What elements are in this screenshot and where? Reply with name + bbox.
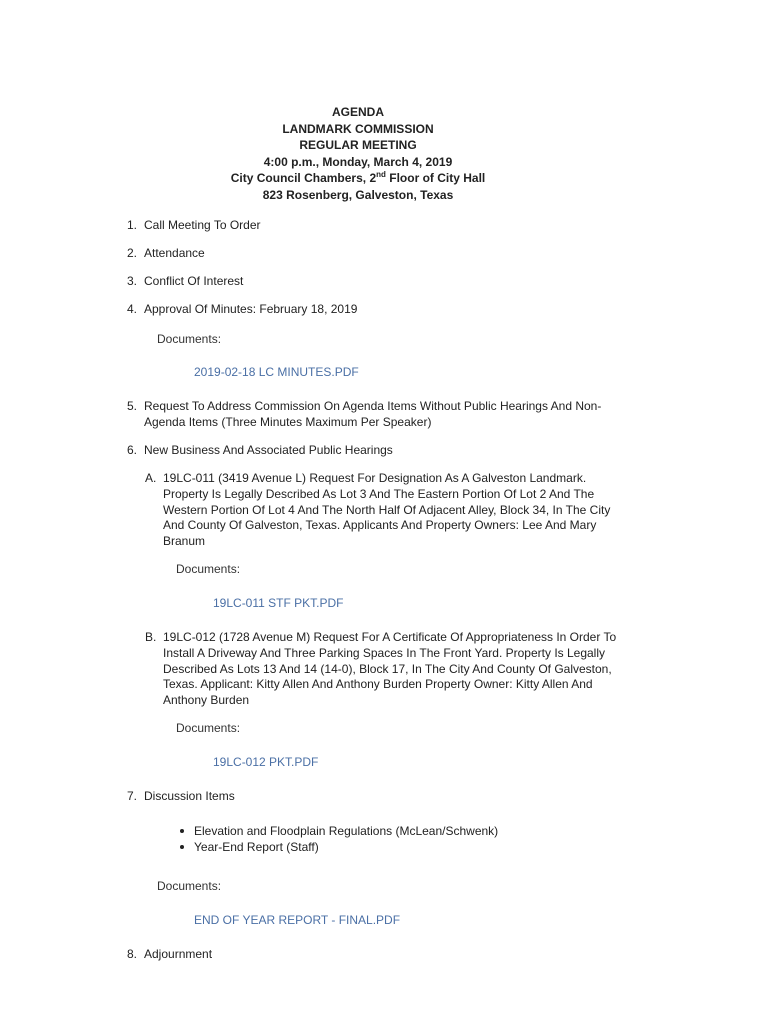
documents-label: Documents: <box>157 332 222 346</box>
document-link-minutes[interactable]: 2019-02-18 LC MINUTES.PDF <box>194 365 359 379</box>
discussion-bullet-list <box>178 823 498 855</box>
document-link-19lc-012[interactable]: 19LC-012 PKT.PDF <box>213 755 319 769</box>
documents-label: Documents: <box>157 879 222 893</box>
document-link-19lc-011[interactable]: 19LC-011 STF PKT.PDF <box>213 596 344 610</box>
list-item: Elevation and Floodplain Regulations (McLean/Schwenk) <box>178 823 498 839</box>
header-meeting-type: REGULAR MEETING <box>299 138 417 153</box>
list-item: Year-End Report (Staff) <box>178 839 498 855</box>
header-location: City Council Chambers, 2nd Floor of City Hall <box>230 170 486 186</box>
document-link-year-end-report[interactable]: END OF YEAR REPORT - FINAL.PDF <box>194 913 401 927</box>
header-commission: LANDMARK COMMISSION <box>282 121 434 136</box>
agenda-header <box>0 104 716 204</box>
documents-label: Documents: <box>176 562 241 576</box>
header-datetime: 4:00 p.m., Monday, March 4, 2019 <box>263 154 453 169</box>
header-title: AGENDA <box>331 105 384 119</box>
documents-label: Documents: <box>176 721 241 735</box>
header-address: 823 Rosenberg, Galveston, Texas <box>262 187 454 202</box>
